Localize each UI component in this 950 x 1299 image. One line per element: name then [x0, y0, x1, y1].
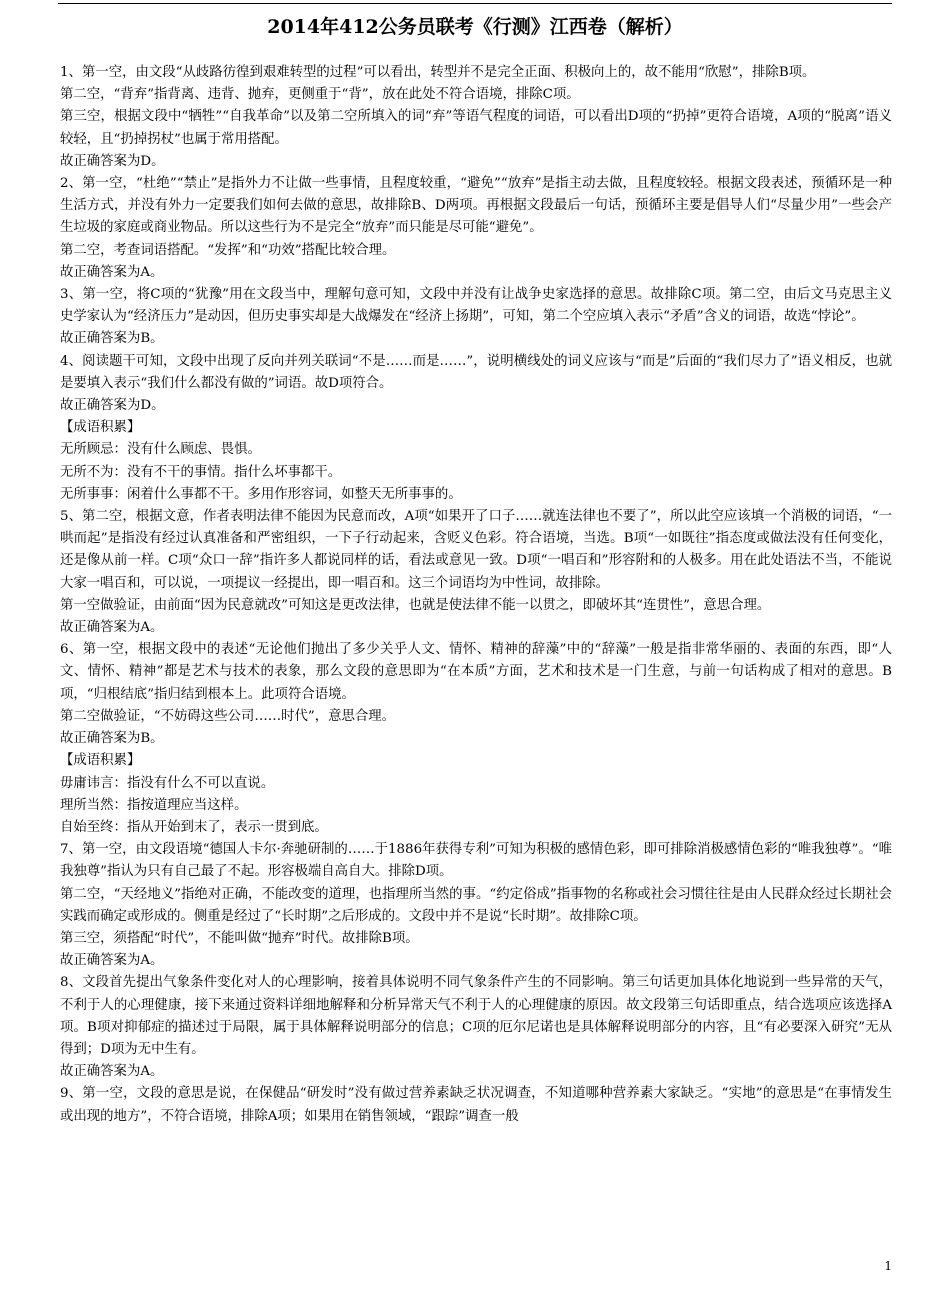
- paragraph: 3、第一空，将C项的“犹豫”用在文段当中，理解句意可知，文段中并没有让战争史家选择的意思。故排除C项。第二空，由后文马克思主义史学家认为“经济压力”是动因，但历史事实却是大战爆发在“经济上扬期”，可知，第二个空应填入表示“矛盾”含义的词语，故选“悖论”。: [60, 287, 892, 325]
- paragraph: 2、第一空，“杜绝”“禁止”是指外力不让做一些事情，且程度较重，“避免”“放弃”是指主动去做，且程度较轻。根据文段表述，预循环是一种生活方式，并没有外力一定要我们如何去做的意思，故排除B、D两项。再根据文段最后一句话，预循环主要是倡导人们“尽量少用”一些会产生垃圾的家庭或商业物品。所以这些行为不是完全“放弃”而只能是尽可能“避免”。: [60, 176, 892, 236]
- top-rule: [58, 3, 892, 4]
- answer-line: 故正确答案为B。: [60, 731, 164, 747]
- document-body: [60, 62, 892, 1128]
- idiom-entry: 无所事事：闲着什么事都不干。多用作形容词，如整天无所事事的。: [60, 486, 462, 502]
- paragraph: 第二空做验证，“不妨碍这些公司……时代”，意思合理。: [60, 708, 396, 724]
- answer-line: 故正确答案为B。: [60, 331, 164, 347]
- paragraph: 第二空，考查词语搭配。“发挥”和“功效”搭配比较合理。: [60, 242, 396, 258]
- paragraph: 6、第一空，根据文段中的表述“无论他们抛出了多少关乎人文、情怀、精神的辞藻”中的“辞藻”一般是指非常华丽的、表面的东西，即“人文、情怀、精神”都是艺术与技术的表象，那么文段的意思即为“在本质”方面，艺术和技术是一门生意，与前一句话构成了相对的意思。B项，“归根结底”指归结到根本上。此项符合语境。: [60, 642, 892, 702]
- page-number: 1: [884, 1259, 892, 1273]
- paragraph: 第二空，“天经地义”指绝对正确，不能改变的道理，也指理所当然的事。“约定俗成”指事物的名称或社会习惯往往是由人民群众经过长期社会实践而确定或形成的。侧重是经过了“长时期”之后形成的。文段中并不是说“长时期”。故排除C项。: [60, 886, 892, 924]
- answer-line: 故正确答案为A。: [60, 620, 164, 636]
- section-heading: 【成语积累】: [60, 420, 141, 436]
- paragraph: 第二空，“背弃”指背离、违背、抛弃，更侧重于“背”，放在此处不符合语境，排除C项。: [60, 87, 580, 103]
- answer-line: 故正确答案为A。: [60, 1064, 164, 1080]
- section-heading: 【成语积累】: [60, 753, 141, 769]
- idiom-entry: 无所顾忌：没有什么顾虑、畏惧。: [60, 442, 261, 458]
- paragraph: 5、第二空，根据文意，作者表明法律不能因为民意而改，A项“如果开了口子……就连法律也不要了”，所以此空应该填一个消极的词语，“一哄而起”是指没有经过认真准备和严密组织，一下子行动起来，含贬义色彩。符合语境，当选。B项“一如既往”指态度或做法没有任何变化，还是像从前一样。C项“众口一辞”指许多人都说同样的话，看法或意见一致。D项“一唱百和”形容附和的人极多。用在此处语法不当，不能说大家一唱百和，可以说，一项提议一经提出，即一唱百和。这三个词语均为中性词，故排除。: [60, 509, 892, 591]
- idiom-entry: 毋庸讳言：指没有什么不可以直说。: [60, 775, 275, 791]
- page-title: 2014年412公务员联考《行测》江西卷（解析）: [267, 16, 683, 38]
- idiom-entry: 自始至终：指从开始到末了，表示一贯到底。: [60, 819, 328, 835]
- paragraph: 4、阅读题干可知，文段中出现了反向并列关联词“不是……而是……”，说明横线处的词义应该与“而是”后面的“我们尽力了”语义相反，也就是要填入表示“我们什么都没有做的”词语。故D项符合。: [60, 353, 892, 391]
- answer-line: 故正确答案为D。: [60, 398, 165, 414]
- paragraph: 1、第一空，由文段“从歧路彷徨到艰难转型的过程”可以看出，转型并不是完全正面、积极向上的，故不能用“欣慰”，排除B项。: [60, 65, 816, 80]
- paragraph: 第一空做验证，由前面“因为民意就改”可知这是更改法律，也就是使法律不能一以贯之，即破坏其“连贯性”，意思合理。: [60, 597, 771, 613]
- paragraph: 9、第一空，文段的意思是说，在保健品“研发时”没有做过营养素缺乏状况调查，不知道哪种营养素大家缺乏。“实地”的意思是“在事情发生或出现的地方”，不符合语境，排除A项；如果用在销售领域，“跟踪”调查一般: [60, 1086, 892, 1124]
- paragraph: 第三空，须搭配“时代”，不能叫做“抛弃”时代。故排除B项。: [60, 930, 419, 946]
- answer-line: 故正确答案为A。: [60, 953, 164, 969]
- idiom-entry: 理所当然：指按道理应当这样。: [60, 797, 248, 813]
- answer-line: 故正确答案为D。: [60, 153, 165, 169]
- paragraph: 8、文段首先提出气象条件变化对人的心理影响，接着具体说明不同气象条件产生的不同影响。第三句话更加具体化地说到一些异常的天气，不利于人的心理健康，接下来通过资料详细地解释和分析异常天气不利于人的心理健康的原因。故文段第三句话即重点，结合选项应该选择A项。B项对抑郁症的描述过于局限，属于具体解释说明部分的信息；C项的厄尔尼诺也是具体解释说明部分的内容，且“有必要深入研究”无从得到；D项为无中生有。: [60, 975, 892, 1057]
- answer-line: 故正确答案为A。: [60, 264, 164, 280]
- idiom-entry: 无所不为：没有不干的事情。指什么坏事都干。: [60, 464, 342, 480]
- paragraph: 第三空，根据文段中“牺牲”“自我革命”以及第二空所填入的词“弃”等语气程度的词语，可以看出D项的“扔掉”更符合语境，A项的“脱离”语义较轻，且“扔掉拐杖”也属于常用搭配。: [60, 109, 892, 147]
- paragraph: 7、第一空，由文段语境“德国人卡尔·奔驰研制的……于1886年获得专利”可知为积极的感情色彩，即可排除消极感情色彩的“唯我独尊”。“唯我独尊”指认为只有自己最了不起。形容极端自高自大。排除D项。: [60, 842, 892, 880]
